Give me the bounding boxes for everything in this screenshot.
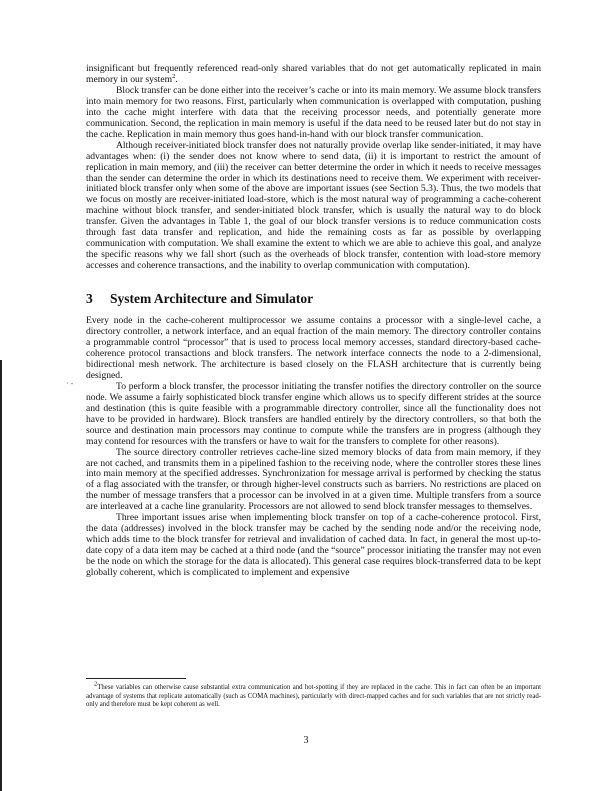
page-body xyxy=(86,64,541,579)
scan-mark: · - xyxy=(66,379,74,388)
paragraph-text: insignificant but frequently referenced read-only shared variables that do not get automatically replicated in main memory in our system xyxy=(86,63,541,85)
scan-edge xyxy=(0,360,2,791)
paragraph: Every node in the cache-coherent multiprocessor we assume contains a processor with a single-level cache, a directory controller, a network interface, and an equal fraction of the main memory. The directory controller contains a programmable control “processor” that is used to process local memory accesses, standard directory-based cache-coherence protocol transactions and block transfers. The network interface connects the node to a 2-dimensional, bidirectional mesh network. The architecture is based closely on the FLASH architecture that is currently being designed. xyxy=(86,315,541,381)
footnote xyxy=(86,680,541,710)
page-number: 3 xyxy=(303,735,309,746)
paragraph: The source directory controller retrieves cache-line sized memory blocks of data from main memory, if they are not cached, and transmits them in a pipelined fashion to the receiving node, where the controller stores these lines into main memory at the specified addresses. Synchronization for message arrival is performed by checking the status of a flag associated with the transfer, or through higher-level constructs such as barriers. No restrictions are placed on the number of message transfers that a processor can be involved in at a given time. Multiple transfers from a source are interleaved at a cache line granularity. Processors are not allowed to send block transfer messages to themselves. xyxy=(86,446,541,513)
footnote-text: These variables can otherwise cause substantial extra communication and hot-spotting if they are replaced in the cache. This in fact can often be an important advantage of systems that replicate automatically (such as COMA machines), particularly with direct-mapped caches and for such variables that are not strictly read-only and therefore must be kept coherent as well. xyxy=(86,684,541,709)
paragraph: Three important issues arise when implementing block transfer on top of a cache-coherence protocol. First, the data (addresses) involved in the block transfer may be cached by the sending node and/or the receiving node, which adds time to the block transfer for retrieval and invalidation of cached data. In fact, in general the most up-to-date copy of a data item may be cached at a third node (and the “source” processor initiating the transfer may not even be the node on which the storage for the data is allocated). This general case requires block-transferred data to be kept globally coherent, which is complicated to implement and expensive xyxy=(86,512,541,579)
footnote-marker: 2 xyxy=(94,680,98,688)
paragraph: Although receiver-initiated block transfer does not naturally provide overlap like sender-initiated, it may have advantages when: (i) the sender does not know where to send data, (ii) it is important to restrict the amount of replication in main memory, and (iii) the receiver can better determine the order in which it needs to receive messages than the sender can determine the order in which its destinations need to receive them. We experiment with receiver-initiated block transfer only when some of the above are important issues (see Section 5.3). Thus, the two models that we focus on mostly are receiver-initiated load-store, which is the most natural way of programming a cache-coherent machine without block transfer, and sender-initiated block transfer, which is usually the natural way to do block transfer. Given the advantages in Table 1, the goal of our block transfer versions is to reduce communication costs through fast data transfer and replication, and hide the remaining costs as far as possible by overlapping communication with computation. We shall examine the extent to which we are able to achieve this goal, and analyze the specific reasons why we fall short (such as the overheads of block transfer, contention with load-store memory accesses and coherence transactions, and the inability to overlap communication with computation). xyxy=(86,139,541,272)
paragraph: Block transfer can be done either into the receiver’s cache or into its main memory. We assume block transfers into main memory for two reasons. First, particularly when communication is overlapped with computation, pushing into the cache might interfere with data that the receiving processor needs, and potentially generate more communication. Second, the replication in main memory is useful if the data need to be reused later but do not stay in the cache. Replication in main memory thus goes hand-in-hand with our block transfer communication. xyxy=(86,84,541,140)
section-number: 3 xyxy=(86,291,93,307)
footnote-ref[interactable]: 2 xyxy=(172,72,176,80)
section-heading xyxy=(86,291,541,307)
paragraph-end: . xyxy=(175,73,178,85)
paragraph: To perform a block transfer, the processor initiating the transfer notifies the directory controller on the source node. We assume a fairly sophisticated block transfer engine which allows us to specify different strides at the source and destination (this is quite feasible with a programmable directory controller, since all the functionality does not have to be provided in hardware). Block transfers are handled entirely by the directory controllers, so that both the source and destination main processors may continue to compute while the transfers are in progress (although they may contend for resources with the transfers or have to wait for the transfers to complete for other reasons). xyxy=(86,380,541,447)
footnote-rule xyxy=(86,678,186,679)
paragraph xyxy=(86,64,541,86)
section-title: System Architecture and Simulator xyxy=(110,291,314,307)
